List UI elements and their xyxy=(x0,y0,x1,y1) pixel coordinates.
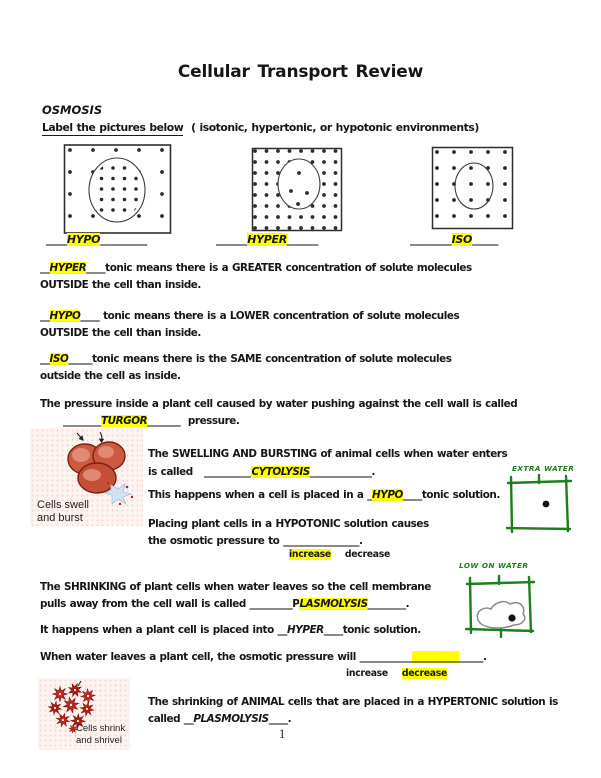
answer-hyper: HYPER xyxy=(49,262,87,274)
answer-plasmolysis: LASMOLYSIS xyxy=(299,598,368,610)
diagram1-answer: HYPO xyxy=(66,233,101,246)
cells-swell-illustration xyxy=(56,431,142,505)
question-hypotonic: __HYPO____ tonic means there is a LOWER concentration of solute molecules OUTSIDE the cell than inside. xyxy=(40,310,460,339)
answer-hypo-solution: HYPO xyxy=(372,489,403,501)
extra-water-cell-diagram xyxy=(506,474,574,534)
water-entry-arrows-icon xyxy=(77,432,103,442)
solution-square xyxy=(433,148,513,229)
question-turgor: The pressure inside a plant cell caused by water pushing against the cell wall is called ________TURGOR_______ pressure. xyxy=(40,398,518,427)
question-cytolysis: The SWELLING AND BURSTING of animal cells when water enters is called __________CYTOLYSIS_____________. xyxy=(148,448,508,478)
answer-hypo: HYPO xyxy=(49,310,81,322)
answer-animal-plasmolysis: PLASMOLYSIS xyxy=(193,713,269,725)
diagram3-label: ________ISO_____ xyxy=(410,233,499,246)
choice-increase-selected: increase xyxy=(289,549,331,560)
cell-nucleus-dot xyxy=(543,501,550,508)
question-isotonic: __ISO_____tonic means there is the SAME concentration of solute molecules outside the cell as inside. xyxy=(40,353,452,382)
answer-iso: ISO xyxy=(49,353,69,365)
section-heading-osmosis: OSMOSIS xyxy=(42,103,103,117)
diagram2-answer: HYPER xyxy=(247,233,287,246)
choice-increase: increase xyxy=(346,668,388,679)
choice-decrease-selected: decrease xyxy=(401,668,447,679)
choice-row-1 xyxy=(289,549,390,560)
hypotonic-cell-diagram xyxy=(63,143,173,235)
question-plasmolysis: The SHRINKING of plant cells when water leaves so the cell membrane pulls away from the cell wall is called _________PLASMOLYSIS________. xyxy=(40,581,431,610)
instruction-line xyxy=(42,121,479,134)
extra-water-label: EXTRA WATER xyxy=(512,464,575,473)
hand-drawn-cell-wall xyxy=(507,475,571,532)
isotonic-cell-diagram xyxy=(431,146,514,230)
shrink-caption: Cells shrink and shrivel xyxy=(76,723,126,746)
diagram3-answer: ISO xyxy=(451,233,473,246)
cell-membrane xyxy=(278,159,320,209)
answer-turgor: TURGOR xyxy=(100,415,148,427)
page-title: Cellular Transport Review xyxy=(177,62,424,82)
question-animal-plasmolysis: The shrinking of ANIMAL cells that are placed in a HYPERTONIC solution is called __PLASMOLYSIS____. xyxy=(148,696,558,725)
low-on-water-cell-diagram xyxy=(464,574,538,638)
page-number: 1 xyxy=(279,727,286,741)
low-on-water-label: LOW ON WATER xyxy=(459,561,529,570)
arrow-icon xyxy=(78,681,81,686)
hypertonic-cell-diagram xyxy=(251,147,343,232)
swell-caption: Cells swell and burst xyxy=(37,499,89,524)
answer-hyper-solution: HYPER xyxy=(287,624,324,636)
choice-decrease: decrease xyxy=(344,549,390,560)
question-hypertonic: __HYPER____tonic means there is a GREATER concentration of solute molecules OUTSIDE the cell than inside. xyxy=(40,262,472,291)
instruction-underlined: Label the pictures below xyxy=(42,121,184,134)
choice-row-2 xyxy=(346,668,447,679)
cell-solutes xyxy=(92,161,142,219)
diagram1-label: ____HYPO_________ xyxy=(46,233,148,246)
shriveled-membrane xyxy=(477,602,524,628)
question-hypo-solution: This happens when a cell is placed in a _HYPO____tonic solution. xyxy=(148,489,500,501)
answer-cytolysis: CYTOLYSIS xyxy=(251,466,310,478)
question-hyper-solution: It happens when a plant cell is placed into __HYPER____tonic solution. xyxy=(40,624,421,636)
question-osmotic-pressure-increase: Placing plant cells in a HYPOTONIC solution causes the osmotic pressure to ________________. xyxy=(148,518,429,547)
highlighted-blank: __________ xyxy=(411,651,460,663)
diagram2-label: ______HYPER______ xyxy=(216,233,319,246)
instruction-rest: ( isotonic, hypertonic, or hypotonic environments) xyxy=(183,121,479,134)
question-osmotic-pressure-decrease: When water leaves a plant cell, the osmotic pressure will __________________________. xyxy=(40,651,487,663)
cell-nucleus-dot xyxy=(508,614,515,621)
